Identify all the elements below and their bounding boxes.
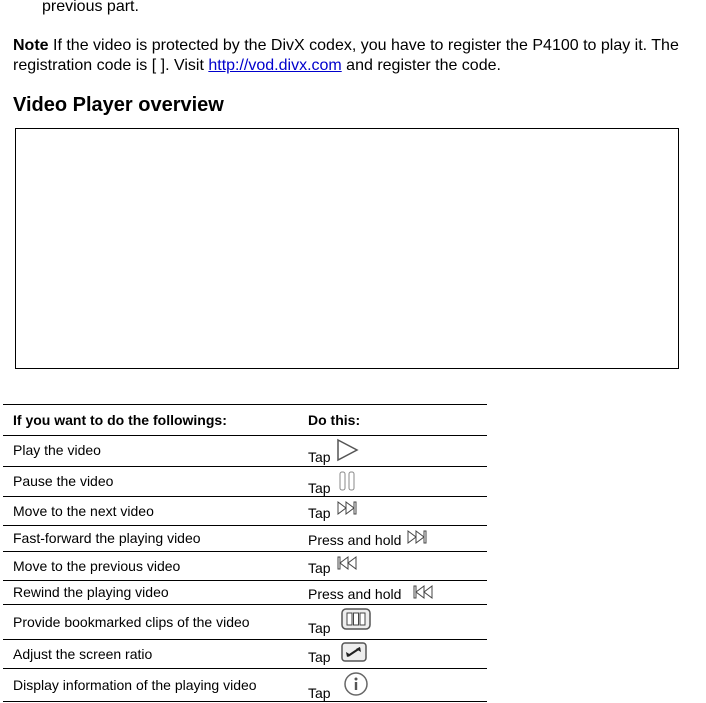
row-description: Pause the video xyxy=(13,473,114,489)
row-action: Tap xyxy=(308,505,331,521)
bookmark-clips-icon xyxy=(341,607,371,631)
table-row xyxy=(3,581,487,605)
info-icon xyxy=(343,671,369,697)
row-action: Tap xyxy=(308,448,331,465)
screen-ratio-icon xyxy=(341,642,367,662)
row-description: Provide bookmarked clips of the video xyxy=(13,614,250,630)
table-row xyxy=(3,467,487,497)
row-action: Tap xyxy=(308,648,331,665)
row-action: Tap xyxy=(308,479,331,496)
row-action: Tap xyxy=(308,619,331,636)
table-row xyxy=(3,669,487,702)
previous-icon xyxy=(335,554,359,572)
table-row xyxy=(3,436,487,467)
table-row xyxy=(3,552,487,581)
table-row xyxy=(3,526,487,552)
row-description: Move to the next video xyxy=(13,503,154,519)
row-description: Fast-forward the playing video xyxy=(13,530,201,546)
row-action: Tap xyxy=(308,560,331,576)
section-heading: Video Player overview xyxy=(13,94,224,116)
pause-icon xyxy=(335,469,359,493)
row-description: Play the video xyxy=(13,442,101,458)
row-description: Display information of the playing video xyxy=(13,677,257,693)
divx-link[interactable]: http://vod.divx.com xyxy=(208,57,342,74)
note-text-end: and register the code. xyxy=(341,57,501,74)
previous-icon xyxy=(411,584,435,600)
table-header-row xyxy=(3,405,487,436)
row-description: Rewind the playing video xyxy=(13,584,169,600)
note-text: If the video is protected by the DivX codex, you have to register the P4100 to play it. The registration code is [ ]. Visit xyxy=(13,37,679,74)
next-icon xyxy=(405,528,429,546)
video-controls-table xyxy=(3,404,487,702)
note-paragraph xyxy=(13,36,706,76)
row-action: Tap xyxy=(308,684,331,701)
table-row xyxy=(3,605,487,640)
header-col-do: Do this: xyxy=(306,405,487,436)
next-icon xyxy=(335,499,359,517)
row-action: Press and hold xyxy=(308,532,402,548)
row-description: Adjust the screen ratio xyxy=(13,646,153,662)
table-row xyxy=(3,640,487,669)
play-icon xyxy=(335,438,359,462)
header-col-want: If you want to do the followings: xyxy=(3,405,306,436)
row-description: Move to the previous video xyxy=(13,558,181,574)
table-row xyxy=(3,497,487,526)
video-player-image-frame xyxy=(15,128,679,369)
row-action: Press and hold xyxy=(308,586,402,602)
previous-part-text: previous part. xyxy=(42,0,139,15)
note-label: Note xyxy=(13,37,49,54)
